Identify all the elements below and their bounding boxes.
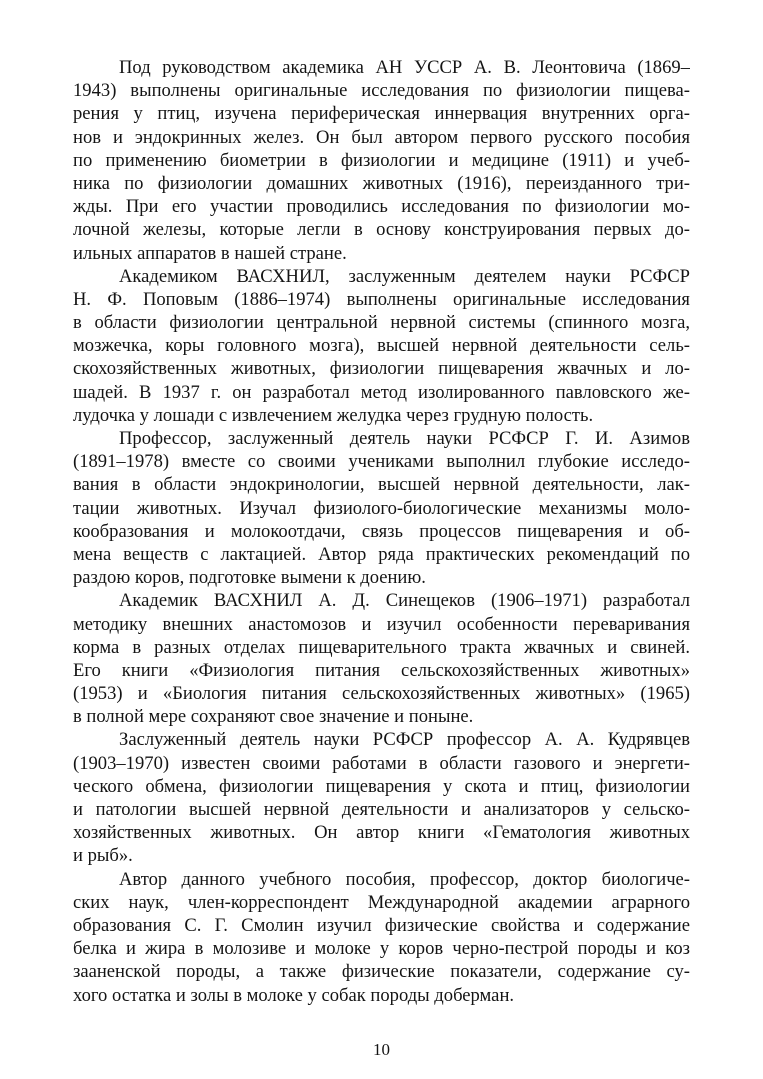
- text-line: и патологии высшей нервной деятельности и анализаторов у сельско-: [73, 799, 690, 820]
- text-line: лудочка у лошади с извлечением желудка через грудную полость.: [73, 404, 594, 426]
- text-line: (1891–1978) вместе со своими учениками выполнил глубокие исследо-: [73, 451, 690, 473]
- text-line: хого остатка и золы в молоке у собак породы доберман.: [73, 984, 515, 1006]
- paragraph-sineshchekov: [73, 589, 690, 728]
- text-line: Академиком ВАСХНИЛ, заслуженным деятелем науки РСФСР: [119, 265, 690, 287]
- text-line: вания в области эндокринологии, высшей нервной деятельности, лак-: [73, 474, 690, 496]
- text-line: ильных аппаратов в нашей стране.: [73, 242, 347, 264]
- paragraph-leontovich: [73, 56, 690, 265]
- text-line: Под руководством академика АН УССР А. В. Леонтовича (1869–: [119, 57, 690, 78]
- text-line: хозяйственных животных. Он автор книги «Гематология животных: [73, 822, 690, 844]
- text-line: кообразования и молокоотдачи, связь процессов пищеварения и об-: [73, 520, 690, 542]
- text-line: шадей. В 1937 г. он разработал метод изолированного павловского же-: [73, 381, 690, 403]
- text-line: Академик ВАСХНИЛ А. Д. Синещеков (1906–1971) разработал: [119, 590, 690, 612]
- text-line: 1943) выполнены оригинальные исследования по физиологии пищева-: [73, 80, 690, 102]
- text-line: ских наук, член-корреспондент Международной академии аграрного: [73, 891, 690, 913]
- text-line: рения у птиц, изучена периферическая иннервация внутренних орга-: [73, 103, 690, 125]
- text-line: раздою коров, подготовке вымени к доению.: [73, 567, 426, 589]
- text-line: Его книги «Физиология питания сельскохозяйственных животных»: [73, 659, 690, 681]
- text-line: скохозяйственных животных, физиологии пищеварения жвачных и ло-: [73, 358, 690, 380]
- text-line: корма в разных отделах пищеварительного тракта жвачных и свиней.: [73, 636, 690, 658]
- text-line: Н. Ф. Поповым (1886–1974) выполнены оригинальные исследования: [73, 288, 690, 310]
- paragraph-smolin: [73, 868, 690, 1007]
- text-line: тации животных. Изучал физиолого-биологические механизмы моло-: [73, 497, 690, 519]
- text-line: методику внешних анастомозов и изучил особенности переваривания: [73, 613, 690, 635]
- text-line: по применению биометрии в физиологии и медицине (1911) и учеб-: [73, 149, 690, 171]
- paragraph-popov: [73, 265, 690, 427]
- paragraph-azimov: [73, 427, 690, 589]
- text-line: Профессор, заслуженный деятель науки РСФСР Г. И. Азимов: [119, 428, 690, 449]
- text-line: мена веществ с лактацией. Автор ряда практических рекомендаций по: [73, 543, 690, 565]
- text-line: лочной железы, которые легли в основу конструирования первых до-: [73, 219, 690, 241]
- text-line: в области физиологии центральной нервной системы (спинного мозга,: [73, 312, 690, 334]
- text-line: образования С. Г. Смолин изучил физические свойства и содержание: [73, 914, 690, 936]
- text-line: Заслуженный деятель науки РСФСР профессор А. А. Кудрявцев: [119, 729, 690, 751]
- text-line: нов и эндокринных желез. Он был автором первого русского пособия: [73, 126, 690, 148]
- body-text: [73, 56, 690, 1007]
- text-line: белка и жира в молозиве и молоке у коров черно-пестрой породы и коз: [73, 938, 690, 960]
- page-number: 10: [373, 1040, 390, 1059]
- text-line: и рыб».: [73, 845, 133, 867]
- text-line: (1903–1970) известен своими работами в области газового и энергети-: [73, 752, 690, 774]
- text-line: жды. При его участии проводились исследования по физиологии мо-: [73, 196, 690, 218]
- text-line: Автор данного учебного пособия, профессор, доктор биологиче-: [119, 868, 690, 890]
- text-line: ника по физиологии домашних животных (1916), переизданного три-: [73, 172, 690, 194]
- text-line: мозжечка, коры головного мозга), высшей нервной деятельности сель-: [73, 335, 690, 357]
- text-line: (1953) и «Биология питания сельскохозяйственных животных» (1965): [73, 683, 690, 705]
- text-line: ческого обмена, физиологии пищеварения у скота и птиц, физиологии: [73, 775, 690, 797]
- text-line: в полной мере сохраняют свое значение и поныне.: [73, 706, 474, 728]
- text-line: зааненской породы, а также физические показатели, содержание су-: [73, 961, 690, 983]
- paragraph-kudryavtsev: [73, 728, 690, 867]
